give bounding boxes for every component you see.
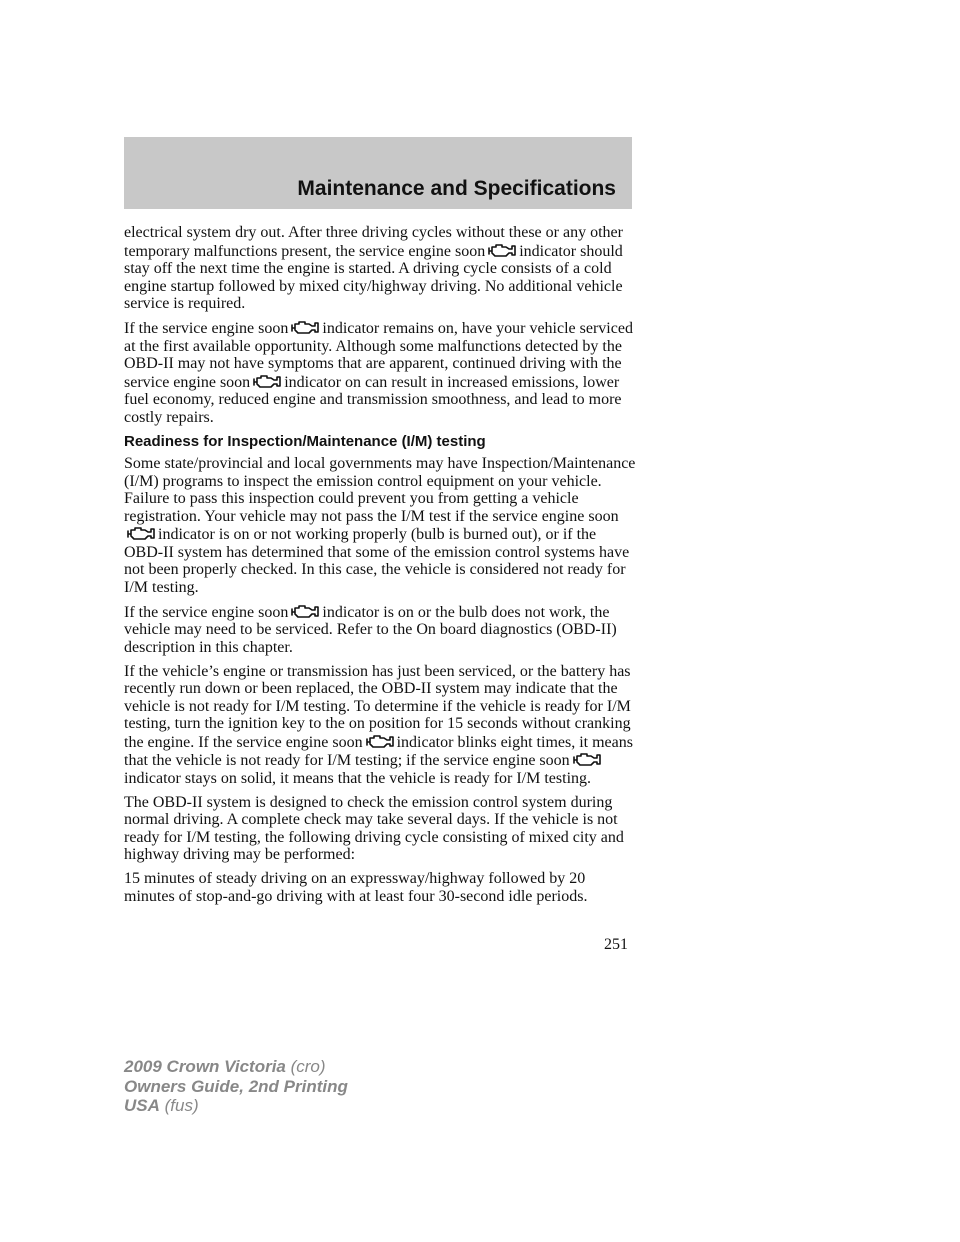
check-engine-icon xyxy=(572,751,602,767)
check-engine-icon xyxy=(365,733,395,749)
page-body xyxy=(124,224,636,912)
paragraph-1: electrical system dry out. After three driving cycles without these or any other temporary malfunctions present, the service engine soon indicator should stay off the next time the engine is started. A driving cycle consists of a cold engine startup followed by mixed city/highway driving. No additional vehicle service is required. xyxy=(124,224,623,312)
paragraph-3: Some state/provincial and local governments may have Inspection/Maintenance (I/M) programs to inspect the emission control equipment on your vehicle. Failure to pass this inspection could prevent you from getting a vehicle registration. Your vehicle may not pass the I/M test if the service engine soon indicator is on or not working properly (bulb is burned out), or if the OBD-II system has determined that some of the emission control systems have not been properly checked. In this case, the vehicle is considered not ready for I/M testing. xyxy=(124,455,636,596)
check-engine-icon xyxy=(487,242,517,258)
footer-line-2: Owners Guide, 2nd Printing xyxy=(124,1076,348,1096)
paragraph-5: If the vehicle’s engine or transmission has just been serviced, or the battery has recently run down or been replaced, the OBD-II system may indicate that the vehicle is not ready for I/M testing. To determine if the vehicle is ready for I/M testing, turn the ignition key to the on position for 15 seconds without cranking the engine. If the service engine soon indicator blinks eight times, it means that the vehicle is not ready for I/M testing; if the service engine soon indicator stays on solid, it means that the vehicle is ready for I/M testing. xyxy=(124,662,633,787)
chapter-header xyxy=(124,137,632,209)
check-engine-icon xyxy=(290,603,320,619)
paragraph-4: If the service engine soon indicator is on or the bulb does not work, the vehicle may need to be serviced. Refer to the On board diagnostics (OBD-II) description in this chapter. xyxy=(124,603,617,656)
print-footer xyxy=(124,1057,348,1116)
section-heading: Readiness for Inspection/Maintenance (I/M) testing xyxy=(124,432,486,450)
chapter-title: Maintenance and Specifications xyxy=(297,177,616,200)
paragraph-7: 15 minutes of steady driving on an expressway/highway followed by 20 minutes of stop-and-go driving with at least four 30-second idle periods. xyxy=(124,870,588,905)
check-engine-icon xyxy=(126,525,156,541)
check-engine-icon xyxy=(252,373,282,389)
check-engine-icon xyxy=(290,319,320,335)
footer-line-1: 2009 Crown Victoria (cro) xyxy=(124,1057,326,1076)
footer-line-3: USA (fus) xyxy=(124,1096,199,1115)
paragraph-2: If the service engine soon indicator remains on, have your vehicle serviced at the first available opportunity. Although some malfunctions detected by the OBD-II may not have symptoms that are apparent, continued driving with the service engine soon indicator on can result in increased emissions, lower fuel economy, reduced engine and transmission smoothness, and lead to more costly repairs. xyxy=(124,320,633,426)
paragraph-6: The OBD-II system is designed to check the emission control system during normal driving. A complete check may take several days. If the vehicle is not ready for I/M testing, the following driving cycle consisting of mixed city and highway driving may be performed: xyxy=(124,793,624,863)
page-number: 251 xyxy=(604,936,628,953)
